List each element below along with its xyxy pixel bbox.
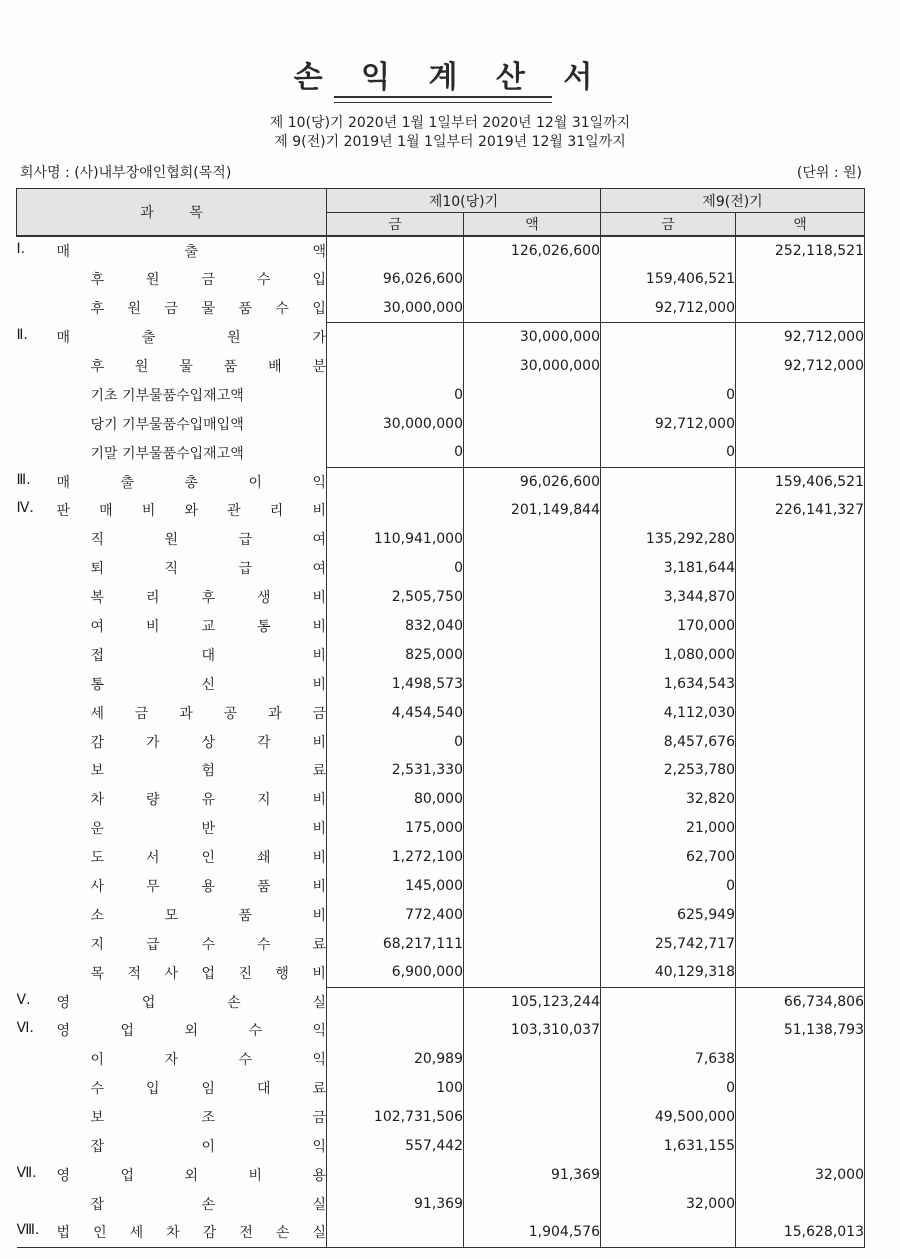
- amount-c1: 825,000: [327, 640, 464, 669]
- amount-c3: 1,634,543: [601, 669, 736, 698]
- header-current-amount-right: 액: [464, 213, 601, 237]
- account-name: 매 출 원 가: [56, 330, 326, 347]
- table-row: [17, 612, 865, 641]
- amount-c2: [464, 1189, 601, 1218]
- amount-c3: [601, 987, 736, 1016]
- amount-c2: 126,026,600: [464, 236, 601, 265]
- row-label: [17, 1189, 327, 1218]
- amount-c1: 0: [327, 554, 464, 583]
- amount-c1: 0: [327, 438, 464, 467]
- amount-c1: 2,505,750: [327, 583, 464, 612]
- amount-c4: [736, 1074, 865, 1103]
- amount-c2: 30,000,000: [464, 352, 601, 381]
- amount-c3: 625,949: [601, 900, 736, 929]
- amount-c1: 80,000: [327, 785, 464, 814]
- account-name: 직 원 급 여: [90, 532, 326, 549]
- amount-c1: 1,498,573: [327, 669, 464, 698]
- table-row: [17, 1218, 865, 1247]
- row-label: [17, 640, 327, 669]
- amount-c1: 2,531,330: [327, 756, 464, 785]
- amount-c4: [736, 583, 865, 612]
- amount-c1: 1,272,100: [327, 843, 464, 872]
- amount-c3: 3,181,644: [601, 554, 736, 583]
- account-name: 세 금 과 공 과 금: [90, 705, 326, 722]
- amount-c2: 1,904,576: [464, 1218, 601, 1247]
- account-name: 법 인 세 차 감 전 손 실: [56, 1225, 326, 1242]
- row-label: [17, 1074, 327, 1103]
- header-current-amount-left: 금: [327, 213, 464, 237]
- amount-c2: [464, 872, 601, 901]
- amount-c1: [327, 236, 464, 265]
- amount-c4: 92,712,000: [736, 352, 865, 381]
- table-row: [17, 1103, 865, 1132]
- amount-c4: [736, 669, 865, 698]
- amount-c4: [736, 872, 865, 901]
- account-name: 퇴 직 급 여: [90, 561, 326, 578]
- amount-c1: [327, 323, 464, 352]
- amount-c2: [464, 785, 601, 814]
- row-label: [17, 380, 327, 409]
- amount-c1: 68,217,111: [327, 929, 464, 958]
- header-prior-amount-right: 액: [736, 213, 865, 237]
- table-row: [17, 814, 865, 843]
- account-name: 영 업 외 수 익: [56, 1023, 326, 1040]
- account-name: 차 량 유 지 비: [90, 792, 326, 809]
- amount-c3: 92,712,000: [601, 409, 736, 438]
- amount-c2: 103,310,037: [464, 1016, 601, 1045]
- amount-c3: 32,000: [601, 1189, 736, 1218]
- section-numeral: Ⅰ.: [16, 240, 26, 257]
- account-name: 매 출 총 이 익: [56, 474, 326, 491]
- row-label: [17, 1132, 327, 1161]
- table-row: [17, 958, 865, 987]
- amount-c1: [327, 987, 464, 1016]
- table-row: [17, 380, 865, 409]
- row-label: [17, 843, 327, 872]
- amount-c4: [736, 814, 865, 843]
- amount-c1: 100: [327, 1074, 464, 1103]
- row-label: [17, 438, 327, 467]
- amount-c4: [736, 785, 865, 814]
- row-label: [17, 1016, 327, 1045]
- table-row: [17, 929, 865, 958]
- row-label: [17, 352, 327, 381]
- section-numeral: Ⅴ.: [16, 991, 31, 1008]
- row-label: [17, 409, 327, 438]
- row-label: [17, 1218, 327, 1247]
- amount-c3: 170,000: [601, 612, 736, 641]
- account-name: 도 서 인 쇄 비: [90, 850, 326, 867]
- amount-c3: 21,000: [601, 814, 736, 843]
- row-label: [17, 496, 327, 525]
- amount-c1: 145,000: [327, 872, 464, 901]
- amount-c4: 51,138,793: [736, 1016, 865, 1045]
- row-label: [17, 872, 327, 901]
- table-row: [17, 1132, 865, 1161]
- amount-c2: [464, 409, 601, 438]
- amount-c2: [464, 1045, 601, 1074]
- period-prior: 제 9(전)기 2019년 1월 1일부터 2019년 12월 31일까지: [274, 134, 626, 150]
- table-row: [17, 323, 865, 352]
- account-name: 매 출 액: [56, 243, 326, 260]
- amount-c4: [736, 554, 865, 583]
- amount-c4: 159,406,521: [736, 467, 865, 496]
- amount-c4: [736, 843, 865, 872]
- amount-c4: [736, 698, 865, 727]
- document-title: 손 익 계 산 서: [293, 60, 607, 95]
- account-name: 지 급 수 수 료: [90, 936, 326, 953]
- account-name: 당기 기부물품수입매입액: [90, 416, 244, 433]
- amount-c4: 92,712,000: [736, 323, 865, 352]
- table-row: [17, 1161, 865, 1190]
- amount-c1: 30,000,000: [327, 294, 464, 323]
- account-name: 후 원 금 물 품 수 입: [90, 301, 326, 318]
- table-row: [17, 756, 865, 785]
- amount-c4: [736, 1132, 865, 1161]
- row-label: [17, 900, 327, 929]
- amount-c3: 0: [601, 1074, 736, 1103]
- amount-c1: [327, 1016, 464, 1045]
- account-name: 소 모 품 비: [90, 907, 326, 924]
- amount-c3: 4,112,030: [601, 698, 736, 727]
- amount-c1: 6,900,000: [327, 958, 464, 987]
- amount-c3: [601, 496, 736, 525]
- amount-c1: 557,442: [327, 1132, 464, 1161]
- account-name: 판 매 비 와 관 리 비: [56, 503, 326, 520]
- amount-c3: 92,712,000: [601, 294, 736, 323]
- row-label: [17, 727, 327, 756]
- amount-c3: 0: [601, 380, 736, 409]
- amount-c1: 20,989: [327, 1045, 464, 1074]
- amount-c3: 25,742,717: [601, 929, 736, 958]
- amount-c4: [736, 900, 865, 929]
- company-name: 회사명 : (사)내부장애인협회(목적): [20, 165, 232, 181]
- section-numeral: Ⅳ.: [16, 500, 34, 517]
- section-numeral: Ⅲ.: [16, 471, 31, 488]
- amount-c4: [736, 380, 865, 409]
- table-row: [17, 265, 865, 294]
- table-row: [17, 496, 865, 525]
- amount-c3: 32,820: [601, 785, 736, 814]
- account-name: 영 업 손 실: [56, 994, 326, 1011]
- amount-c3: 0: [601, 872, 736, 901]
- unit-label: (단위 : 원): [796, 165, 862, 181]
- table-row: [17, 1074, 865, 1103]
- amount-c2: [464, 698, 601, 727]
- amount-c3: 3,344,870: [601, 583, 736, 612]
- amount-c1: [327, 1218, 464, 1247]
- account-name: 잡 손 실: [90, 1196, 326, 1213]
- amount-c1: 0: [327, 727, 464, 756]
- amount-c4: 32,000: [736, 1161, 865, 1190]
- row-label: [17, 756, 327, 785]
- amount-c4: [736, 958, 865, 987]
- account-name: 이 자 수 익: [90, 1052, 326, 1069]
- statement-body: [17, 236, 865, 1247]
- account-name: 영 업 외 비 용: [56, 1167, 326, 1184]
- table-row: [17, 669, 865, 698]
- amount-c1: [327, 1161, 464, 1190]
- account-name: 목 적 사 업 진 행 비: [90, 965, 326, 982]
- amount-c2: 105,123,244: [464, 987, 601, 1016]
- table-row: [17, 294, 865, 323]
- account-name: 기말 기부물품수입재고액: [90, 445, 244, 462]
- amount-c1: 110,941,000: [327, 525, 464, 554]
- income-statement-table: [16, 188, 865, 1248]
- row-label: [17, 1161, 327, 1190]
- table-row: [17, 698, 865, 727]
- amount-c4: [736, 1103, 865, 1132]
- account-name: 수 입 임 대 료: [90, 1081, 326, 1098]
- section-numeral: Ⅱ.: [16, 327, 28, 344]
- account-name: 운 반 비: [90, 821, 326, 838]
- table-row: [17, 1045, 865, 1074]
- amount-c2: 30,000,000: [464, 323, 601, 352]
- amount-c3: 40,129,318: [601, 958, 736, 987]
- table-row: [17, 409, 865, 438]
- row-label: [17, 467, 327, 496]
- account-name: 보 험 료: [90, 763, 326, 780]
- row-label: [17, 1103, 327, 1132]
- row-label: [17, 323, 327, 352]
- table-row: [17, 352, 865, 381]
- amount-c2: [464, 612, 601, 641]
- account-name: 사 무 용 품 비: [90, 879, 326, 896]
- row-label: [17, 814, 327, 843]
- amount-c3: 49,500,000: [601, 1103, 736, 1132]
- table-row: [17, 438, 865, 467]
- amount-c3: 135,292,280: [601, 525, 736, 554]
- amount-c4: [736, 640, 865, 669]
- section-numeral: Ⅶ.: [16, 1164, 37, 1181]
- amount-c2: [464, 583, 601, 612]
- amount-c3: 0: [601, 438, 736, 467]
- amount-c4: 226,141,327: [736, 496, 865, 525]
- amount-c2: [464, 294, 601, 323]
- table-row: [17, 236, 865, 265]
- table-row: [17, 525, 865, 554]
- row-label: [17, 669, 327, 698]
- amount-c3: 62,700: [601, 843, 736, 872]
- table-row: [17, 872, 865, 901]
- amount-c3: 1,080,000: [601, 640, 736, 669]
- amount-c4: [736, 525, 865, 554]
- amount-c4: 66,734,806: [736, 987, 865, 1016]
- account-name: 기초 기부물품수입재고액: [90, 387, 244, 404]
- account-name: 후 원 금 수 입: [90, 272, 326, 289]
- amount-c2: [464, 265, 601, 294]
- account-name: 복 리 후 생 비: [90, 590, 326, 607]
- amount-c3: [601, 1161, 736, 1190]
- amount-c2: [464, 843, 601, 872]
- amount-c1: [327, 352, 464, 381]
- row-label: [17, 987, 327, 1016]
- row-label: [17, 236, 327, 265]
- table-row: [17, 843, 865, 872]
- amount-c1: 96,026,600: [327, 265, 464, 294]
- amount-c2: [464, 669, 601, 698]
- amount-c3: 8,457,676: [601, 727, 736, 756]
- amount-c4: [736, 756, 865, 785]
- amount-c2: [464, 1103, 601, 1132]
- table-row: [17, 1016, 865, 1045]
- amount-c1: 832,040: [327, 612, 464, 641]
- table-row: [17, 1189, 865, 1218]
- amount-c3: [601, 467, 736, 496]
- amount-c1: [327, 467, 464, 496]
- period-current: 제 10(당)기 2020년 1월 1일부터 2020년 12월 31일까지: [269, 115, 631, 131]
- account-name: 여 비 교 통 비: [90, 619, 326, 636]
- header-subject: 과 목: [17, 189, 327, 237]
- header-current-period: 제10(당)기: [327, 189, 601, 213]
- amount-c1: 4,454,540: [327, 698, 464, 727]
- amount-c2: 91,369: [464, 1161, 601, 1190]
- amount-c1: 91,369: [327, 1189, 464, 1218]
- amount-c2: [464, 640, 601, 669]
- title-underline: [334, 96, 552, 103]
- amount-c1: 102,731,506: [327, 1103, 464, 1132]
- amount-c2: 96,026,600: [464, 467, 601, 496]
- row-label: [17, 929, 327, 958]
- row-label: [17, 294, 327, 323]
- amount-c1: 772,400: [327, 900, 464, 929]
- amount-c4: 252,118,521: [736, 236, 865, 265]
- table-row: [17, 987, 865, 1016]
- amount-c1: 0: [327, 380, 464, 409]
- amount-c1: 175,000: [327, 814, 464, 843]
- amount-c4: 15,628,013: [736, 1218, 865, 1247]
- amount-c2: 201,149,844: [464, 496, 601, 525]
- row-label: [17, 612, 327, 641]
- amount-c2: [464, 756, 601, 785]
- amount-c2: [464, 438, 601, 467]
- row-label: [17, 525, 327, 554]
- amount-c4: [736, 294, 865, 323]
- amount-c1: [327, 496, 464, 525]
- row-label: [17, 958, 327, 987]
- amount-c3: 1,631,155: [601, 1132, 736, 1161]
- amount-c3: [601, 1218, 736, 1247]
- account-name: 접 대 비: [90, 647, 326, 664]
- account-name: 잡 이 익: [90, 1139, 326, 1156]
- amount-c4: [736, 265, 865, 294]
- amount-c2: [464, 929, 601, 958]
- amount-c4: [736, 438, 865, 467]
- amount-c4: [736, 929, 865, 958]
- table-row: [17, 900, 865, 929]
- account-name: 감 가 상 각 비: [90, 734, 326, 751]
- amount-c2: [464, 525, 601, 554]
- table-row: [17, 640, 865, 669]
- amount-c4: [736, 612, 865, 641]
- table-row: [17, 583, 865, 612]
- amount-c3: 159,406,521: [601, 265, 736, 294]
- amount-c4: [736, 409, 865, 438]
- amount-c4: [736, 1189, 865, 1218]
- table-row: [17, 554, 865, 583]
- amount-c2: [464, 814, 601, 843]
- header-prior-amount-left: 금: [601, 213, 736, 237]
- account-name: 보 조 금: [90, 1110, 326, 1127]
- amount-c4: [736, 727, 865, 756]
- account-name: 후 원 물 품 배 분: [90, 359, 326, 375]
- amount-c3: [601, 1016, 736, 1045]
- table-row: [17, 785, 865, 814]
- row-label: [17, 698, 327, 727]
- amount-c3: [601, 236, 736, 265]
- table-row: [17, 467, 865, 496]
- amount-c2: [464, 380, 601, 409]
- table-row: [17, 727, 865, 756]
- amount-c2: [464, 554, 601, 583]
- amount-c4: [736, 1045, 865, 1074]
- section-numeral: Ⅵ.: [16, 1020, 34, 1037]
- amount-c2: [464, 900, 601, 929]
- row-label: [17, 554, 327, 583]
- amount-c3: [601, 352, 736, 381]
- amount-c2: [464, 1132, 601, 1161]
- amount-c3: 2,253,780: [601, 756, 736, 785]
- row-label: [17, 583, 327, 612]
- row-label: [17, 1045, 327, 1074]
- amount-c2: [464, 1074, 601, 1103]
- amount-c2: [464, 958, 601, 987]
- header-prior-period: 제9(전)기: [601, 189, 865, 213]
- account-name: 통 신 비: [90, 676, 326, 693]
- amount-c3: [601, 323, 736, 352]
- row-label: [17, 785, 327, 814]
- amount-c3: 7,638: [601, 1045, 736, 1074]
- amount-c1: 30,000,000: [327, 409, 464, 438]
- amount-c2: [464, 727, 601, 756]
- row-label: [17, 265, 327, 294]
- section-numeral: Ⅷ.: [16, 1222, 40, 1239]
